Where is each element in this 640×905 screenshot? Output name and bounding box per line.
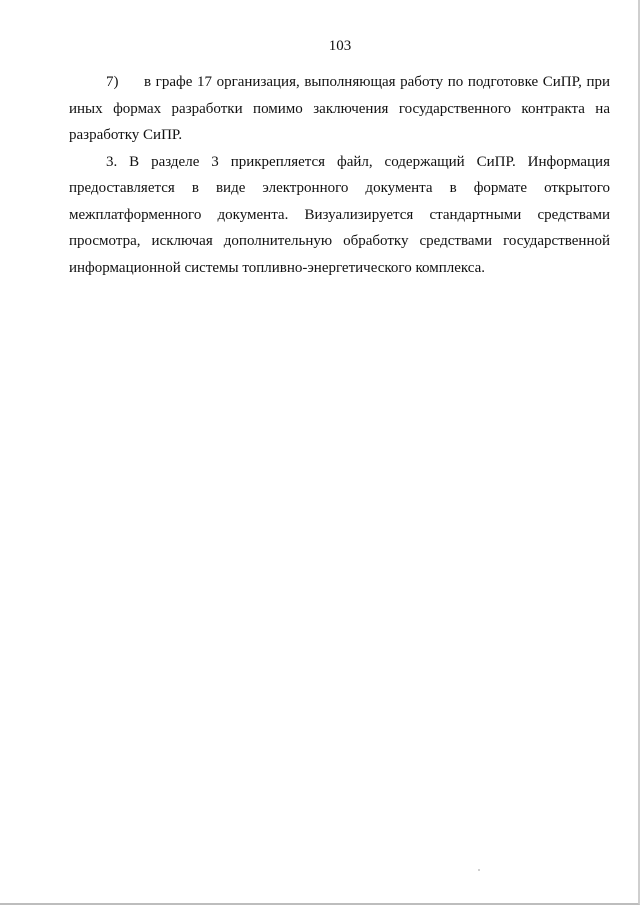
document-body (69, 69, 610, 281)
scan-speck (478, 869, 480, 871)
paragraph-item-7 (69, 69, 610, 149)
list-item-number: 7) (106, 74, 119, 90)
paragraph-text: в графе 17 организация, выполняющая работу по подготовке СиПР, при иных формах разработки помимо заключения государственного контракта на разработку СиПР. (69, 74, 610, 143)
page-number: 103 (328, 38, 352, 54)
paragraph-text: 3. В разделе 3 прикрепляется файл, содержащий СиПР. Информация предоставляется в виде электронного документа в формате открытого межплатформенного документа. Визуализируется стандартными средствами просмотра, исключая дополнительную обработку средствами государственной информационной системы топливно-энергетического комплекса. (69, 153, 610, 276)
paragraph-section-3 (69, 149, 610, 282)
